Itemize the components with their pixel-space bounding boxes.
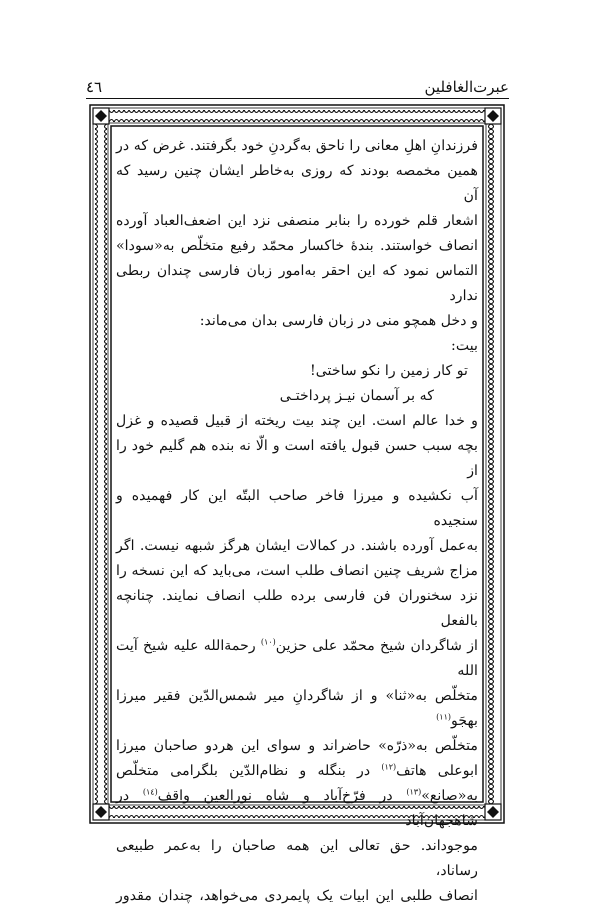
text-run: به«صانع» [421,788,478,804]
header-rule [86,98,509,99]
text-line: فرزندانِ اهلِ معانی را ناحق به‌گردنِ خود بگرفتند. غرض که در [116,138,478,154]
verse-hemistich-1: تو کار زمین را نکو ساختی! [310,363,468,379]
text-line [116,684,478,734]
text-run: در بنگله و نظام‌الدّین بلگرامی متخلّص [116,763,382,779]
text-line [116,759,478,784]
text-line: انصاف خواستند. بندهٔ خاکسار محمّد رفیع متخلّص به«سودا» [116,238,478,254]
text-line: و دخل همچو منی در زبان فارسی بدان می‌ماند: [199,313,478,329]
page-number: ٤٦ [86,78,103,96]
text-line: نزد سخنوران فن فارسی برده طلب انصاف نمایند. چنانچه بالفعل [116,588,478,629]
page-header [86,70,509,96]
text-line: موجوداند. حق تعالی این همه صاحبان را به‌عمر طبیعی رساناد، [116,838,478,879]
body-text [116,134,478,904]
text-run: متخلّص به«ثنا» و از شاگردانِ میر شمس‌الدّین فقیر میرزا بهجَو [116,688,478,729]
footnote-marker: (١٢) [381,762,397,772]
text-line: بچه سبب حسن قبول یافته است و الّا نه بنده هم گلیم خود را از [116,438,478,479]
text-line: و خدا عالم است. این چند بیت ریخته از قبیل قصیده و غزل [116,413,478,429]
text-line: همین مخمصه بودند که روزی به‌خاطر ایشان چنین رسید که آن [116,163,478,204]
verse-hemistich-2: که بر آسمان نیـز پرداختـی [279,388,434,404]
text-run: رحمةالله علیه شیخ آیت الله [116,638,478,679]
bayt-label: بیت: [451,338,478,354]
book-title: عبرت‌الغافلین [424,78,509,96]
text-line: متخلّص به«ذرّه» حاضراند و سوای این هردو صاحبان میرزا [116,738,478,754]
text-line: آب نکشیده و میرزا فاخر صاحب البتّه این کار فهمیده و سنجیده [116,488,478,529]
text-line [116,634,478,684]
footnote-marker: (١٣) [406,787,422,797]
text-line [116,784,478,834]
text-run: در فرّخ‌آباد و شاه نورالعین واقف [157,788,407,804]
text-line: مزاج شریف چنین انصاف طلب است، می‌باید که این نسخه را [116,563,478,579]
footnote-marker: (١٤) [142,787,158,797]
text-line: به‌عمل آورده باشند. در کمالات ایشان هرگز شبهه نیست. اگر [116,538,478,554]
text-line: التماس نمود که این احقر به‌امور زبان فارسی چندان ربطی ندارد [116,263,478,304]
text-run: در شاهجهان‌آباد [116,788,478,829]
text-line: انصاف طلبی این ابیات یک پایمردی می‌خواهد، چندان مقدور [116,888,478,904]
text-run: ابوعلی هاتف [396,763,478,779]
text-run: از شاگردان شیخ محمّد علی حزین [275,638,478,654]
text-line: اشعار قلم خورده را بنابر منصفی نزد این اضعف‌العباد آورده [116,213,478,229]
footnote-marker: (١٠) [260,637,276,647]
footnote-marker: (١١) [436,712,452,722]
